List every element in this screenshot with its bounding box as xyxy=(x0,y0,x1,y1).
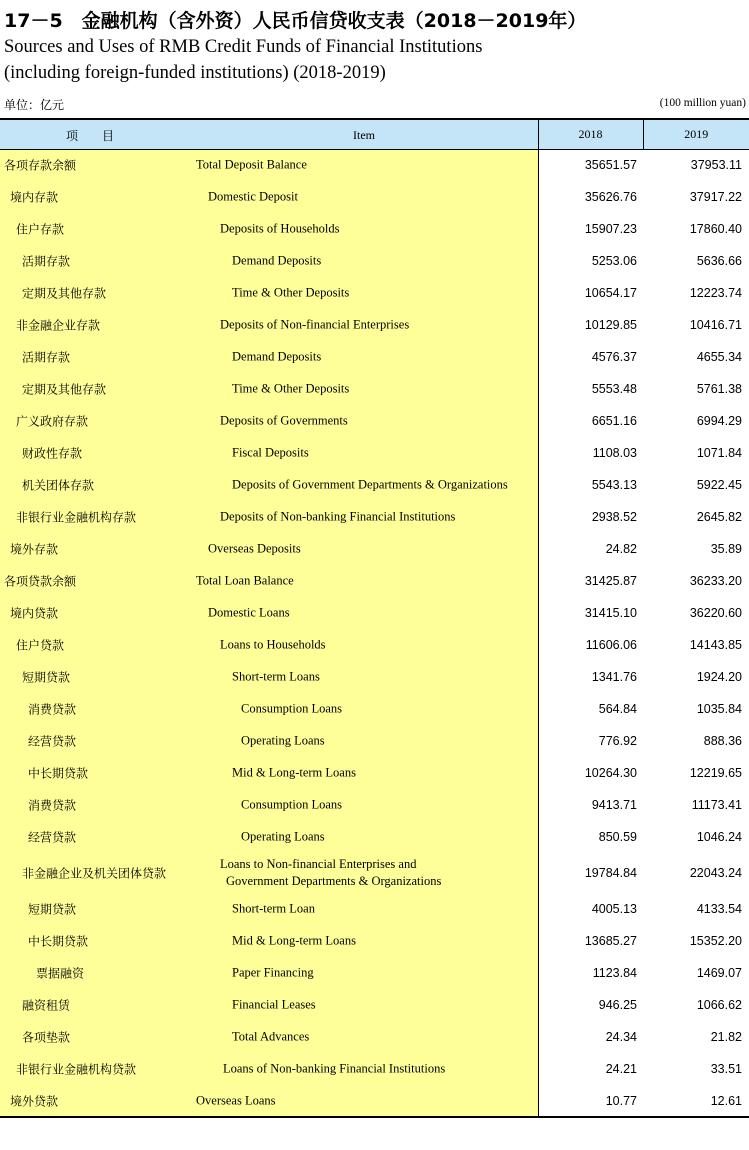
item-cell xyxy=(0,245,538,277)
value-2019: 14143.85 xyxy=(689,638,742,652)
item-cell xyxy=(0,989,538,1021)
item-cell xyxy=(0,629,538,661)
value-2019: 15352.20 xyxy=(689,934,742,948)
value-2018: 1108.03 xyxy=(592,446,637,460)
item-label-en xyxy=(208,541,301,558)
item-label-en-line: Financial Leases xyxy=(232,997,316,1012)
item-label-en xyxy=(220,637,326,654)
item-label-cn: 活期存款 xyxy=(22,254,71,269)
item-label-cn: 非银行业金融机构存款 xyxy=(16,510,137,525)
value-2018: 24.34 xyxy=(605,1030,637,1044)
item-label-cn: 非金融企业及机关团体贷款 xyxy=(22,866,167,881)
table-row xyxy=(0,661,749,693)
table-row xyxy=(0,757,749,789)
table-row xyxy=(0,565,749,597)
value-2018: 24.21 xyxy=(605,1062,637,1076)
item-cell xyxy=(0,821,538,853)
value-2018: 19784.84 xyxy=(584,866,637,880)
item-label-en xyxy=(208,605,290,622)
item-label-cn: 各项贷款余额 xyxy=(4,574,77,589)
item-label-cn: 定期及其他存款 xyxy=(22,382,107,397)
item-label-en-line: Demand Deposits xyxy=(232,349,322,364)
value-2019: 22043.24 xyxy=(689,866,742,880)
item-cell xyxy=(0,501,538,533)
value-2018: 10129.85 xyxy=(584,318,637,332)
table-row xyxy=(0,245,749,277)
value-2018: 5253.06 xyxy=(591,254,637,268)
table-row xyxy=(0,309,749,341)
item-label-en-line: Deposits of Government Departments & Organizations xyxy=(232,477,508,492)
table-row xyxy=(0,1085,749,1117)
table-row xyxy=(0,989,749,1021)
item-label-cn: 境内贷款 xyxy=(10,606,59,621)
value-2019: 1469.07 xyxy=(696,966,742,980)
item-label-en-line: Deposits of Non-banking Financial Institutions xyxy=(220,509,456,524)
item-label-en xyxy=(220,856,441,890)
item-label-en xyxy=(232,997,316,1014)
table-row xyxy=(0,1021,749,1053)
value-2019: 4133.54 xyxy=(696,902,742,916)
value-2019: 1924.20 xyxy=(696,670,742,684)
item-cell xyxy=(0,957,538,989)
value-2018: 11606.06 xyxy=(585,638,637,652)
item-cell xyxy=(0,661,538,693)
item-label-en-line: Domestic Deposit xyxy=(208,189,298,204)
item-label-en-line: Short-term Loans xyxy=(232,669,320,684)
item-cell xyxy=(0,1053,538,1085)
item-label-en-line: Loans of Non-banking Financial Institutions xyxy=(223,1061,446,1076)
item-label-en xyxy=(232,933,356,950)
unit-label-en: (100 million yuan) xyxy=(659,97,746,109)
value-2018: 9413.71 xyxy=(591,798,637,812)
value-2019: 5761.38 xyxy=(696,382,742,396)
item-cell xyxy=(0,149,538,181)
item-label-en xyxy=(196,157,307,174)
table-row xyxy=(0,469,749,501)
item-label-en xyxy=(241,797,342,814)
value-2018: 4576.37 xyxy=(591,350,637,364)
value-2018: 15907.23 xyxy=(584,222,637,236)
header-year-2019: 2019 xyxy=(643,119,749,149)
item-label-en-line: Overseas Loans xyxy=(196,1093,276,1107)
item-label-cn: 经营贷款 xyxy=(28,830,77,845)
item-label-en xyxy=(232,285,349,302)
item-label-en-line: Deposits of Governments xyxy=(220,413,348,428)
value-2019: 17860.40 xyxy=(689,222,742,236)
item-cell xyxy=(0,597,538,629)
item-label-en xyxy=(220,221,339,238)
item-cell xyxy=(0,533,538,565)
item-label-en xyxy=(232,381,349,398)
value-2019: 35.89 xyxy=(710,542,742,556)
value-2019: 11173.41 xyxy=(691,798,742,812)
item-label-en-line: Short-term Loan xyxy=(232,901,315,916)
value-2019: 5922.45 xyxy=(696,478,742,492)
value-2018: 13685.27 xyxy=(584,934,637,948)
header-item-cn: 项 目 xyxy=(66,129,121,143)
value-2019: 37953.11 xyxy=(690,158,742,173)
item-label-cn: 财政性存款 xyxy=(22,446,83,461)
item-label-en xyxy=(196,573,294,590)
item-cell xyxy=(0,277,538,309)
value-2019: 5636.66 xyxy=(696,254,742,268)
value-2019: 6994.29 xyxy=(696,414,742,428)
header-item-cell xyxy=(0,119,538,149)
item-cell xyxy=(0,789,538,821)
item-label-cn: 广义政府存款 xyxy=(16,414,89,429)
item-cell xyxy=(0,757,538,789)
header-item-en: Item xyxy=(353,128,375,142)
header-year-2018: 2018 xyxy=(538,119,643,149)
table-row xyxy=(0,437,749,469)
item-label-en-line: Total Advances xyxy=(232,1029,310,1044)
value-2018: 946.25 xyxy=(598,998,637,1012)
item-label-cn: 融资租赁 xyxy=(22,998,71,1013)
item-label-cn: 机关团体存款 xyxy=(22,478,95,493)
item-label-en-line: Deposits of Non-financial Enterprises xyxy=(220,317,410,332)
item-label-en-line: Loans to Non-financial Enterprises and xyxy=(220,857,417,871)
value-2018: 776.92 xyxy=(598,734,637,748)
value-2018: 10654.17 xyxy=(584,286,637,300)
value-2019: 12223.74 xyxy=(689,286,742,300)
item-label-en-line: Overseas Deposits xyxy=(208,541,301,556)
value-2019: 36220.60 xyxy=(689,606,742,620)
table-body xyxy=(0,149,749,1117)
item-cell xyxy=(0,925,538,957)
page-title: 17－5 金融机构（含外资）人民币信贷收支表（2018－2019年） xyxy=(4,10,587,32)
item-cell xyxy=(0,309,538,341)
value-2019: 1046.24 xyxy=(696,830,742,844)
item-label-cn: 住户存款 xyxy=(16,222,65,237)
table-row xyxy=(0,957,749,989)
value-2018: 31425.87 xyxy=(584,574,637,588)
value-2018: 5543.13 xyxy=(591,478,637,492)
item-label-en xyxy=(208,189,298,206)
item-label-cn: 消费贷款 xyxy=(28,702,77,717)
table-row xyxy=(0,629,749,661)
item-label-en xyxy=(232,477,508,494)
item-label-en xyxy=(232,965,314,982)
item-label-en-line: Consumption Loans xyxy=(241,701,343,716)
page-subtitle-line-2: (including foreign-funded institutions) (2018-2019) xyxy=(4,63,386,83)
table-row xyxy=(0,789,749,821)
value-2019: 33.51 xyxy=(710,1062,742,1076)
item-cell xyxy=(0,181,538,213)
item-label-en xyxy=(241,829,325,846)
value-2018: 850.59 xyxy=(598,830,637,844)
item-cell xyxy=(0,725,538,757)
item-cell xyxy=(0,565,538,597)
item-cell xyxy=(0,1021,538,1053)
item-label-cn: 短期贷款 xyxy=(22,670,71,685)
item-label-cn: 境外贷款 xyxy=(10,1094,59,1108)
item-label-en-line: Time & Other Deposits xyxy=(232,285,350,300)
table-row xyxy=(0,533,749,565)
item-label-cn: 中长期贷款 xyxy=(28,766,89,781)
value-2018: 6651.16 xyxy=(591,414,637,428)
item-label-cn: 短期贷款 xyxy=(28,902,77,917)
value-2018: 4005.13 xyxy=(591,902,637,916)
item-label-en xyxy=(241,733,325,750)
item-label-en xyxy=(196,1092,276,1109)
item-label-cn: 境外存款 xyxy=(10,542,59,557)
item-label-en xyxy=(220,413,348,430)
table-row xyxy=(0,597,749,629)
table-row xyxy=(0,893,749,925)
page-subtitle-line-1: Sources and Uses of RMB Credit Funds of Financial Institutions xyxy=(4,37,483,57)
item-label-en-line: Mid & Long-term Loans xyxy=(232,933,356,948)
value-2019: 12.61 xyxy=(643,1085,749,1117)
item-cell xyxy=(0,341,538,373)
item-label-en-line: Time & Other Deposits xyxy=(232,381,350,396)
item-label-en-line: Loans to Households xyxy=(220,637,326,652)
value-2019: 2645.82 xyxy=(696,510,742,524)
table-row xyxy=(0,149,749,181)
table-row xyxy=(0,693,749,725)
value-2018: 5553.48 xyxy=(591,382,637,396)
table-row xyxy=(0,341,749,373)
table-row xyxy=(0,925,749,957)
value-2018: 1123.84 xyxy=(592,966,637,980)
table-row xyxy=(0,1053,749,1085)
table-row xyxy=(0,853,749,893)
value-2018: 1341.76 xyxy=(591,670,637,684)
value-2019: 1035.84 xyxy=(696,702,742,716)
item-label-en xyxy=(232,901,315,918)
item-label-en-line: Deposits of Households xyxy=(220,221,340,236)
item-label-en-line: Total Deposit Balance xyxy=(196,157,307,172)
item-cell xyxy=(0,437,538,469)
item-label-en xyxy=(220,317,409,334)
table-row xyxy=(0,373,749,405)
item-label-en xyxy=(232,669,320,686)
value-2018: 10264.30 xyxy=(584,766,637,780)
value-2019: 1066.62 xyxy=(696,998,742,1012)
item-label-cn: 票据融资 xyxy=(36,966,85,981)
value-2019: 4655.34 xyxy=(696,350,742,364)
item-cell xyxy=(0,893,538,925)
item-label-en xyxy=(232,349,321,366)
item-cell xyxy=(0,1085,538,1117)
item-cell xyxy=(0,693,538,725)
item-label-en xyxy=(232,253,321,270)
unit-label-cn: 单位：亿元 xyxy=(4,98,65,112)
item-label-cn: 消费贷款 xyxy=(28,798,77,813)
table-row xyxy=(0,181,749,213)
value-2019: 37917.22 xyxy=(689,190,742,204)
item-label-en xyxy=(232,445,309,462)
value-2018: 35651.57 xyxy=(584,158,637,173)
item-label-en xyxy=(223,1061,445,1078)
item-label-en-line: Consumption Loans xyxy=(241,797,343,812)
item-label-cn: 各项垫款 xyxy=(22,1030,71,1045)
value-2019: 21.82 xyxy=(710,1030,742,1044)
item-label-cn: 中长期贷款 xyxy=(28,934,89,949)
item-label-cn: 活期存款 xyxy=(22,350,71,365)
table-row xyxy=(0,821,749,853)
item-label-cn: 住户贷款 xyxy=(16,638,65,653)
item-label-en-line: Mid & Long-term Loans xyxy=(232,765,356,780)
item-label-cn: 经营贷款 xyxy=(28,734,77,749)
credit-funds-table xyxy=(0,118,749,1118)
item-label-en-line: Paper Financing xyxy=(232,965,314,980)
item-label-en-line: Total Loan Balance xyxy=(196,573,294,588)
table-row xyxy=(0,501,749,533)
item-label-cn: 各项存款余额 xyxy=(4,158,77,173)
value-2018: 35626.76 xyxy=(584,190,637,204)
value-2019: 888.36 xyxy=(703,734,742,748)
value-2018: 10.77 xyxy=(538,1085,643,1117)
value-2018: 24.82 xyxy=(605,542,637,556)
value-2018: 564.84 xyxy=(598,702,637,716)
item-label-en xyxy=(232,1029,309,1046)
table-row xyxy=(0,725,749,757)
item-label-en xyxy=(232,765,356,782)
table-header-row xyxy=(0,119,749,149)
item-label-en-line: Demand Deposits xyxy=(232,253,322,268)
value-2019: 10416.71 xyxy=(689,318,742,332)
item-cell xyxy=(0,213,538,245)
table-row xyxy=(0,277,749,309)
item-cell xyxy=(0,373,538,405)
item-label-cn: 境内存款 xyxy=(10,190,59,205)
item-cell xyxy=(0,405,538,437)
item-cell xyxy=(0,469,538,501)
item-label-en xyxy=(220,509,455,526)
item-label-en-line: Operating Loans xyxy=(241,733,325,748)
item-label-en-line: Domestic Loans xyxy=(208,605,290,620)
item-cell xyxy=(0,853,538,893)
item-label-cn: 非银行业金融机构贷款 xyxy=(16,1062,137,1077)
item-label-en xyxy=(241,701,342,718)
item-label-en-line-2: Government Departments & Organizations xyxy=(226,874,442,888)
value-2019: 1071.84 xyxy=(696,446,742,460)
table-row xyxy=(0,405,749,437)
item-label-cn: 定期及其他存款 xyxy=(22,286,107,301)
value-2018: 31415.10 xyxy=(584,606,637,620)
value-2018: 2938.52 xyxy=(591,510,637,524)
item-label-cn: 非金融企业存款 xyxy=(16,318,101,333)
item-label-en-line: Operating Loans xyxy=(241,829,325,844)
value-2019: 36233.20 xyxy=(689,574,742,588)
value-2019: 12219.65 xyxy=(689,766,742,780)
table-row xyxy=(0,213,749,245)
item-label-en-line: Fiscal Deposits xyxy=(232,445,309,460)
